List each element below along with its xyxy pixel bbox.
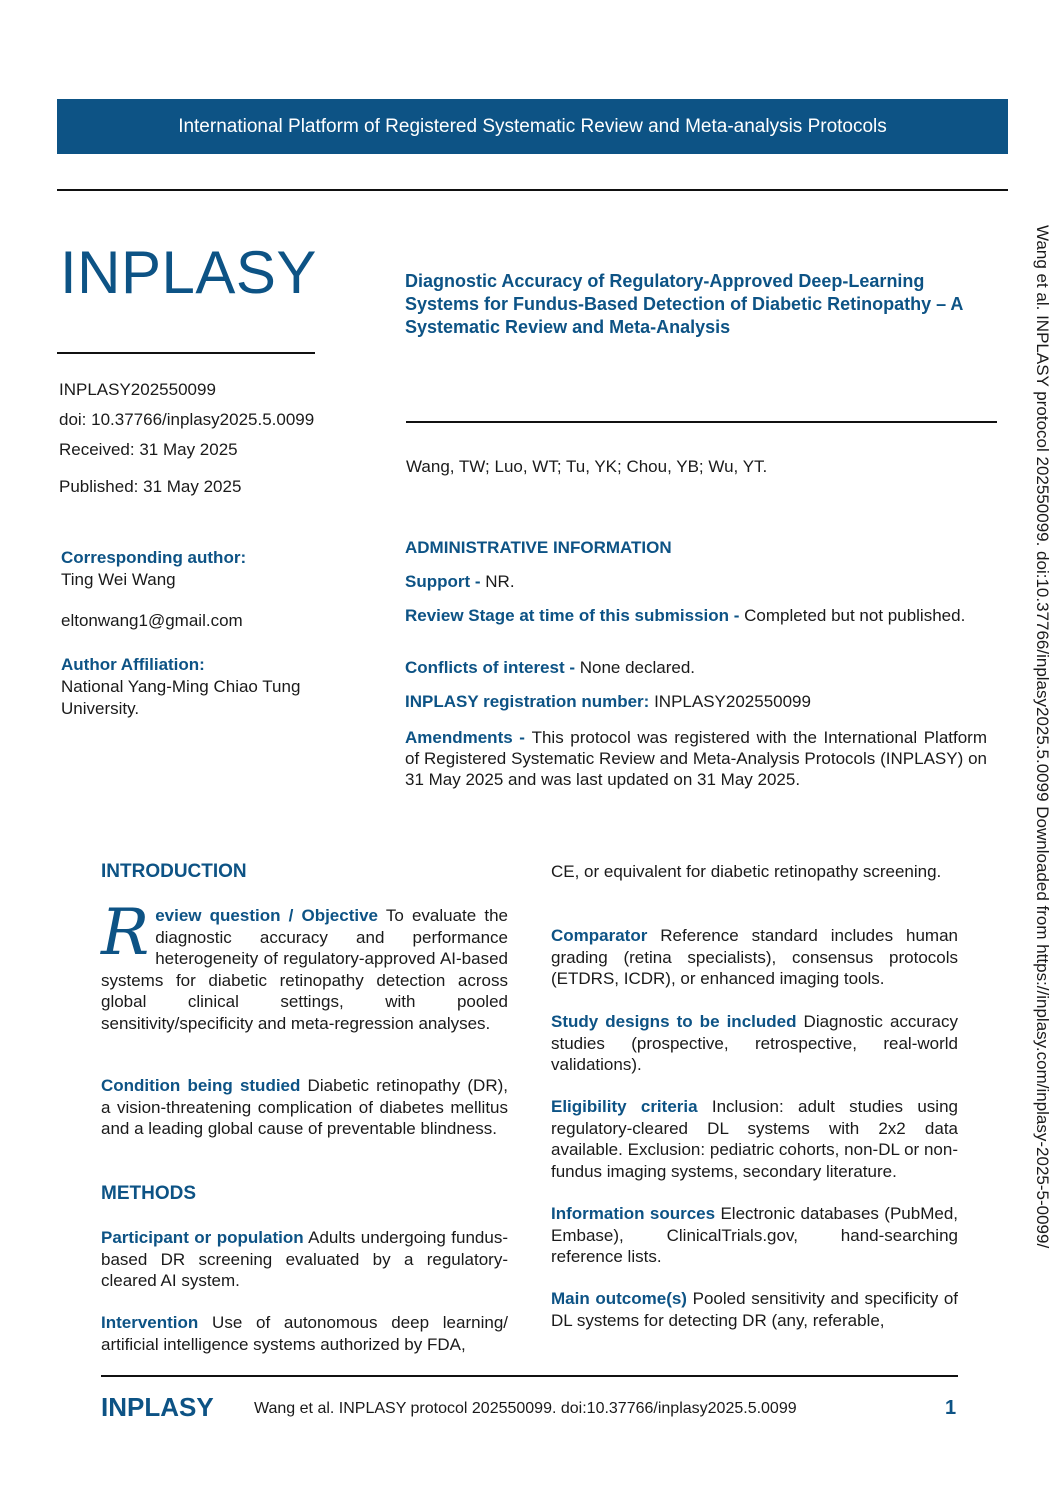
intervention-paragraph [101, 1312, 508, 1355]
comparator-paragraph [551, 925, 958, 990]
doi[interactable]: doi: 10.37766/inplasy2025.5.0099 [59, 410, 315, 429]
intervention-continued: CE, or equivalent for diabetic retinopathy screening. [551, 862, 942, 881]
review-question-paragraph [101, 896, 508, 1034]
study-designs-paragraph [551, 1011, 958, 1076]
conflicts-entry [405, 658, 987, 677]
author-list: Wang, TW; Luo, WT; Tu, YK; Chou, YB; Wu, YT. [406, 457, 768, 476]
study-designs-text: Diagnostic accuracy studies (prospective, retrospective, real-world validations). [551, 1012, 958, 1074]
published-date: Published: 31 May 2025 [59, 477, 242, 496]
methods-heading: METHODS [101, 1183, 196, 1204]
support-label: Support - [405, 572, 486, 591]
footer-brand: INPLASY [101, 1392, 214, 1422]
main-outcome-text: Pooled sensitivity and specificity of DL systems for detecting DR (any, referable, [551, 1289, 959, 1330]
eligibility-text: Inclusion: adult studies using regulatory-cleared DL systems with 2x2 data available. Exclusion: pediatric cohorts, non-DL or non-fundus imaging systems, secondary literature. [551, 1097, 958, 1181]
footer-rule [101, 1375, 958, 1377]
amendments-label: Amendments - [405, 728, 532, 747]
review-question-label: eview question / Objective [155, 906, 379, 925]
introduction-heading: INTRODUCTION [101, 861, 247, 882]
intervention-label: Intervention [101, 1313, 199, 1332]
information-sources-text: Electronic databases (PubMed, Embase), ClinicalTrials.gov, hand-searching reference lists. [551, 1204, 958, 1266]
support-entry [405, 572, 987, 591]
review-stage-text: Completed but not published. [744, 606, 966, 625]
corresponding-author [61, 547, 321, 632]
amendments-entry [405, 727, 987, 790]
title-rule [406, 421, 997, 423]
review-question-text: To evaluate the diagnostic accuracy and performance heterogeneity of regulatory-approved AI-based systems for diabetic retinopathy detection across global clinical settings, with pooled sensitivity/specificity and meta-regression analyses. [101, 906, 508, 1033]
review-stage-label: Review Stage at time of this submission - [405, 606, 745, 625]
top-rule [57, 189, 1008, 191]
registration-text: INPLASY202550099 [654, 692, 811, 711]
participant-label: Participant or population [101, 1228, 304, 1247]
review-stage-entry [405, 606, 987, 625]
author-affiliation [61, 654, 323, 720]
amendments-text: This protocol was registered with the International Platform of Registered Systematic Review and Meta-Analysis Protocols (INPLASY) on 31 May 2025 and was last updated on 31 May 2025. [405, 728, 987, 789]
intervention-text: Use of autonomous deep learning/ artificial intelligence systems authorized by FDA, [101, 1313, 508, 1354]
conflicts-text: None declared. [579, 658, 696, 677]
comparator-text: Reference standard includes human grading (retina specialists), consensus protocols (ETDRS, ICDR), or enhanced imaging tools. [551, 926, 958, 988]
registration-entry [405, 692, 987, 711]
information-sources-paragraph [551, 1203, 958, 1268]
footer-citation: Wang et al. INPLASY protocol 202550099. doi:10.37766/inplasy2025.5.0099 [254, 1400, 797, 1417]
eligibility-paragraph [551, 1096, 958, 1182]
participant-text: Adults undergoing fundus-based DR screening evaluated by a regulatory-cleared AI system. [101, 1228, 509, 1290]
vertical-citation: Wang et al. INPLASY protocol 202550099. doi:10.37766/inplasy2025.5.0099 Downloaded from https://inplasy.com/inplasy-2025-5-0099/ [1033, 225, 1052, 1249]
affiliation-text: National Yang-Ming Chiao Tung University. [61, 677, 301, 718]
admin-heading: ADMINISTRATIVE INFORMATION [405, 538, 672, 557]
corresponding-email[interactable]: eltonwang1@gmail.com [61, 611, 243, 630]
registration-label: INPLASY registration number: [405, 692, 655, 711]
conflicts-label: Conflicts of interest - [405, 658, 580, 677]
received-date: Received: 31 May 2025 [59, 440, 238, 459]
affiliation-label: Author Affiliation: [61, 655, 205, 674]
information-sources-label: Information sources [551, 1204, 716, 1223]
corresponding-label: Corresponding author: [61, 548, 247, 567]
header-banner: International Platform of Registered Systematic Review and Meta-analysis Protocols [57, 99, 1008, 154]
page-number: 1 [945, 1397, 957, 1419]
registration-id: INPLASY202550099 [59, 380, 216, 399]
paper-title: Diagnostic Accuracy of Regulatory-Approved Deep-Learning Systems for Fundus-Based Detection of Diabetic Retinopathy – A Systematic Review and Meta-Analysis [405, 271, 963, 337]
main-outcome-label: Main outcome(s) [551, 1289, 687, 1308]
support-text: NR. [485, 572, 515, 591]
corresponding-name: Ting Wei Wang [61, 570, 176, 589]
condition-paragraph [101, 1075, 508, 1140]
brand-rule [57, 352, 315, 354]
participant-paragraph [101, 1227, 508, 1292]
drop-cap: R [101, 896, 150, 970]
comparator-label: Comparator [551, 926, 648, 945]
condition-label: Condition being studied [101, 1076, 301, 1095]
study-designs-label: Study designs to be included [551, 1012, 797, 1031]
condition-text: Diabetic retinopathy (DR), a vision-threatening complication of diabetes mellitus and a leading global cause of preventable blindness. [101, 1076, 508, 1138]
main-outcome-paragraph [551, 1288, 958, 1331]
eligibility-label: Eligibility criteria [551, 1097, 698, 1116]
brand-logo: INPLASY [60, 239, 317, 306]
